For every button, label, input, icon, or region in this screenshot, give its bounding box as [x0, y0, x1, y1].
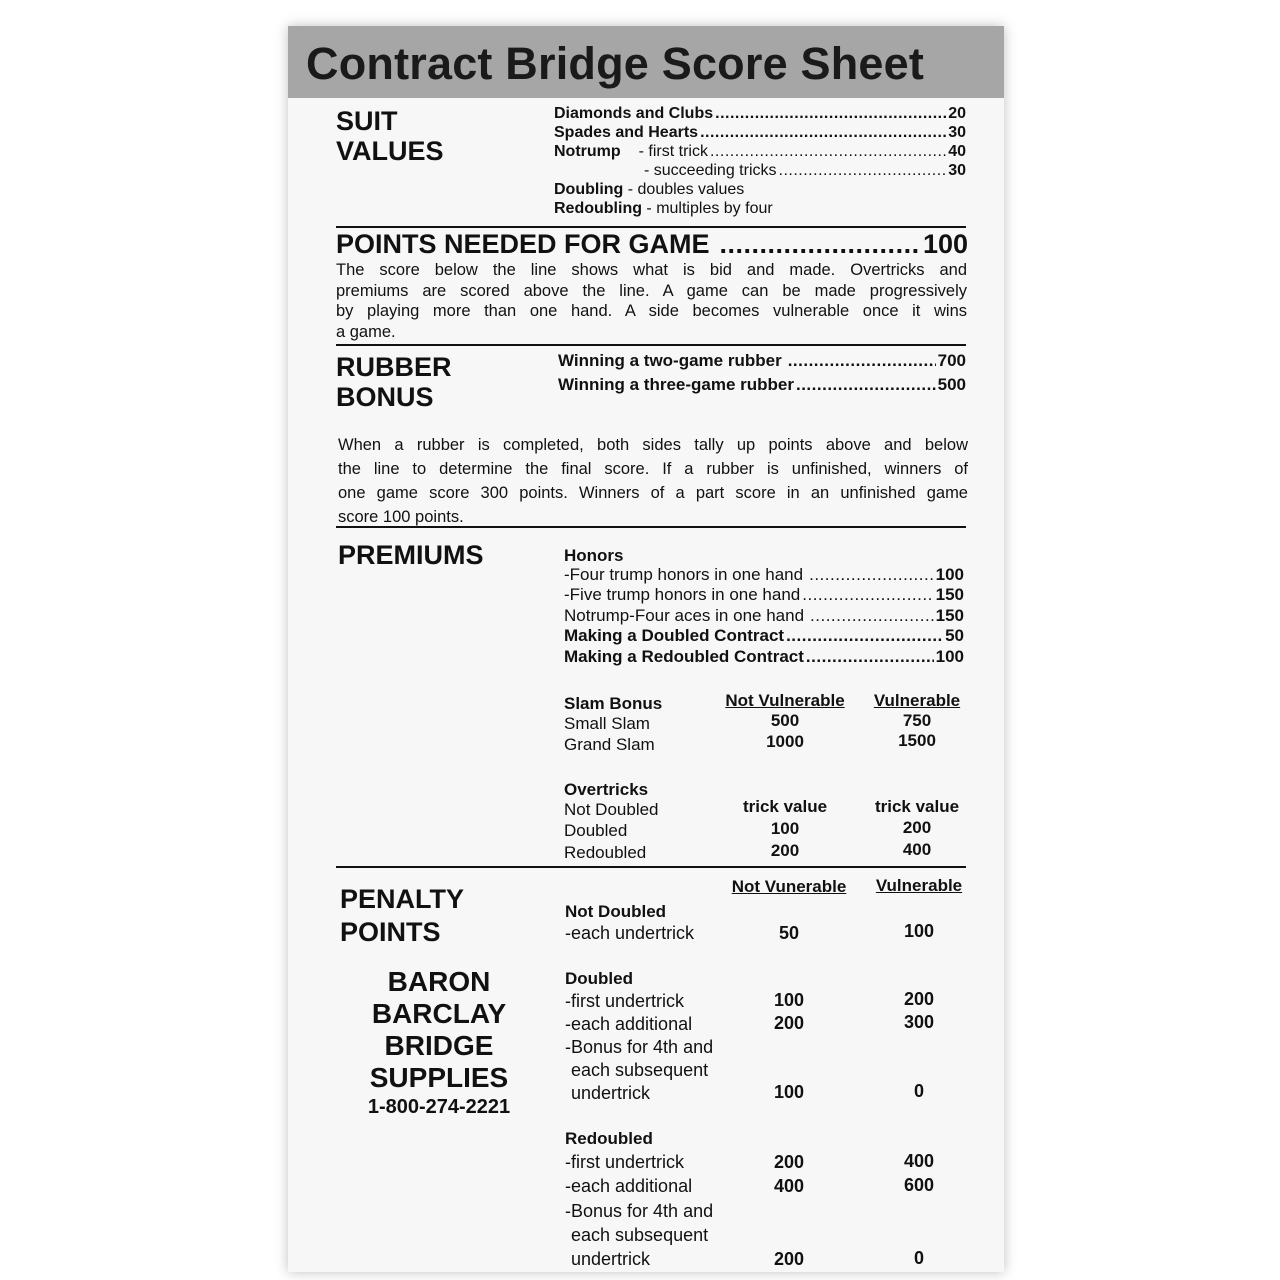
- sheet-title: Contract Bridge Score Sheet: [306, 38, 925, 89]
- game-paragraph-line: premiums are scored above the line. A game can be made progressively: [336, 281, 967, 300]
- premium-row-value: 100: [935, 565, 964, 584]
- suit-row-sub: - succeeding tricks: [644, 162, 777, 179]
- overtrick-row-label: Redoubled: [564, 843, 647, 862]
- rubber-paragraph: [338, 433, 968, 529]
- penalty-bonus-line: -Bonus for 4th and: [565, 1201, 714, 1221]
- overtrick-row-label: Doubled: [564, 821, 628, 840]
- premium-row-label: Notrump-Four aces in one hand: [564, 606, 805, 625]
- penalty-heading: [340, 883, 464, 949]
- penalty-row-nv: 100: [773, 1082, 805, 1102]
- premiums-heading: PREMIUMS: [338, 540, 484, 570]
- company-name-line: SUPPLIES: [369, 1062, 509, 1093]
- section-divider: [336, 866, 966, 868]
- premium-row-value: 100: [935, 647, 964, 666]
- premium-row: [564, 626, 964, 646]
- slam-row-label: Grand Slam: [564, 735, 655, 754]
- penalty-bonus-label: [565, 1199, 713, 1271]
- penalty-row-label: -each undertrick: [565, 923, 695, 943]
- suit-row-value: 20: [948, 105, 966, 122]
- overtrick-row-v: 200: [902, 818, 932, 837]
- game-heading: [336, 229, 968, 260]
- penalty-row-nv: 100: [773, 990, 805, 1010]
- premium-row: [564, 606, 964, 626]
- suit-row-value: 40: [948, 143, 966, 160]
- game-paragraph: [336, 260, 967, 342]
- rubber-row-label: Winning a two-game rubber: [558, 351, 782, 370]
- overtrick-row-label: Not Doubled: [564, 800, 659, 819]
- penalty-row-v: 100: [903, 921, 935, 941]
- penalty-row-label: -each additional: [565, 1014, 693, 1034]
- penalty-row-v: 600: [903, 1175, 935, 1195]
- penalty-bonus-line: each subsequent: [571, 1060, 709, 1080]
- suit-values-heading-line-2: VALUES: [336, 136, 444, 166]
- section-divider: [336, 344, 966, 346]
- suit-row: [554, 124, 966, 142]
- penalty-row-v: 400: [903, 1151, 935, 1171]
- premium-row-label: -Five trump honors in one hand: [564, 585, 801, 604]
- rubber-row-value: 700: [937, 351, 966, 370]
- penalty-bonus-line: -Bonus for 4th and: [565, 1037, 714, 1057]
- penalty-row-label: -first undertrick: [565, 1152, 685, 1172]
- slam-col-not-vulnerable: Not Vulnerable: [725, 691, 845, 710]
- overtrick-row-nv: 100: [770, 819, 800, 838]
- penalty-col-not-vulnerable: Not Vunerable: [731, 877, 847, 896]
- slam-col-vulnerable: Vulnerable: [873, 691, 961, 710]
- game-paragraph-line: by playing more than one hand. A side becomes vulnerable once it wins: [336, 302, 967, 320]
- redoubling-note: [554, 200, 773, 218]
- overtrick-row-v: trick value: [874, 797, 960, 816]
- suit-values-heading: [336, 106, 444, 166]
- suit-row-label: Spades and Hearts: [554, 124, 699, 141]
- penalty-row-nv: 400: [773, 1176, 805, 1196]
- premium-row-label: Making a Redoubled Contract: [564, 647, 804, 666]
- suit-row-value: 30: [948, 124, 966, 141]
- penalty-bonus-line: each subsequent: [571, 1225, 709, 1245]
- penalty-col-vulnerable: Vulnerable: [875, 876, 963, 895]
- title-bar: [288, 26, 1004, 98]
- rubber-row-label: Winning a three-game rubber: [558, 375, 794, 394]
- penalty-row-nv: 200: [773, 1152, 805, 1172]
- company-name-line: BRIDGE: [384, 1030, 494, 1061]
- game-heading-label: POINTS NEEDED FOR GAME: [336, 229, 710, 259]
- rubber-row-value: 500: [937, 375, 966, 394]
- penalty-row-nv: 200: [773, 1013, 805, 1033]
- rubber-heading-line-2: BONUS: [336, 382, 434, 412]
- company-name-line: BARCLAY: [371, 998, 507, 1029]
- redoubling-label: Redoubling: [554, 200, 642, 217]
- suit-row-sub: - first trick: [638, 143, 708, 160]
- penalty-row-label: -first undertrick: [565, 991, 685, 1011]
- company-block: [344, 966, 534, 1119]
- penalty-heading-line-2: POINTS: [340, 917, 441, 947]
- premium-row-value: 150: [935, 606, 964, 625]
- rubber-paragraph-line: score 100 points.: [338, 508, 464, 526]
- premium-row-value: 150: [935, 585, 964, 604]
- score-sheet: [288, 26, 1004, 1272]
- game-paragraph-line: a game.: [336, 322, 396, 341]
- rubber-paragraph-line: the line to determine the final score. If a rubber is unfinished, winners of: [338, 460, 968, 478]
- penalty-row-v: 0: [913, 1081, 924, 1101]
- penalty-row-v: 300: [903, 1012, 935, 1032]
- section-divider: [336, 526, 966, 528]
- section-divider: [336, 226, 966, 228]
- slam-row-label: Small Slam: [564, 714, 650, 733]
- suit-row-value: 30: [948, 162, 966, 179]
- rubber-bonus-heading: [336, 352, 452, 412]
- penalty-bonus-line: undertrick: [571, 1249, 651, 1269]
- rubber-row: [558, 375, 966, 395]
- company-phone: 1-800-274-2221: [367, 1096, 511, 1118]
- honors-label: Honors: [564, 546, 624, 565]
- rubber-row: [558, 351, 966, 371]
- overtricks-label: Overtricks: [564, 780, 649, 799]
- company-name-line: BARON: [387, 966, 491, 997]
- premium-row: [564, 585, 964, 605]
- doubling-note: [554, 181, 744, 199]
- suit-values-heading-line-1: SUIT: [336, 106, 398, 136]
- suit-row: [644, 162, 966, 180]
- penalty-row-v: 0: [913, 1248, 924, 1268]
- rubber-paragraph-line: When a rubber is completed, both sides tally up points above and below: [338, 436, 968, 454]
- slam-row-nv: 500: [770, 711, 800, 730]
- game-heading-value: 100: [922, 229, 968, 259]
- game-paragraph-line: The score below the line shows what is bid and made. Overtricks and: [336, 261, 967, 279]
- not-doubled-label: Not Doubled: [565, 902, 667, 921]
- overtrick-row-v: 400: [902, 840, 932, 859]
- suit-row-label: Diamonds and Clubs: [554, 105, 714, 122]
- redoubled-label: Redoubled: [565, 1129, 653, 1148]
- rubber-heading-line-1: RUBBER: [336, 352, 452, 382]
- premium-row-label: -Four trump honors in one hand: [564, 565, 804, 584]
- penalty-row-label: -each additional: [565, 1176, 693, 1196]
- doubling-text: - doubles values: [623, 181, 745, 198]
- premium-row-label: Making a Doubled Contract: [564, 626, 785, 645]
- premium-row: [564, 565, 964, 585]
- overtrick-row-nv: trick value: [742, 797, 828, 816]
- slam-row-nv: 1000: [766, 732, 804, 751]
- slam-bonus-label: Slam Bonus: [564, 694, 663, 713]
- penalty-heading-line-1: PENALTY: [340, 884, 465, 914]
- suit-row: [554, 105, 966, 123]
- penalty-row-v: 200: [903, 989, 935, 1009]
- premium-row-value: 50: [945, 626, 964, 645]
- penalty-row-nv: 50: [778, 923, 800, 943]
- overtrick-row-nv: 200: [770, 841, 800, 860]
- doubled-label: Doubled: [565, 969, 633, 988]
- slam-row-v: 1500: [898, 731, 936, 750]
- suit-row: [554, 143, 966, 161]
- penalty-bonus-line: undertrick: [571, 1083, 651, 1103]
- premium-row: [564, 647, 964, 667]
- doubling-label: Doubling: [554, 181, 624, 198]
- rubber-paragraph-line: one game score 300 points. Winners of a part score in an unfinished game: [338, 484, 968, 502]
- penalty-bonus-label: [565, 1036, 713, 1105]
- suit-row-label: Notrump: [554, 143, 621, 160]
- redoubling-text: - multiples by four: [641, 200, 773, 217]
- penalty-row-nv: 200: [773, 1249, 805, 1269]
- slam-row-v: 750: [902, 711, 932, 730]
